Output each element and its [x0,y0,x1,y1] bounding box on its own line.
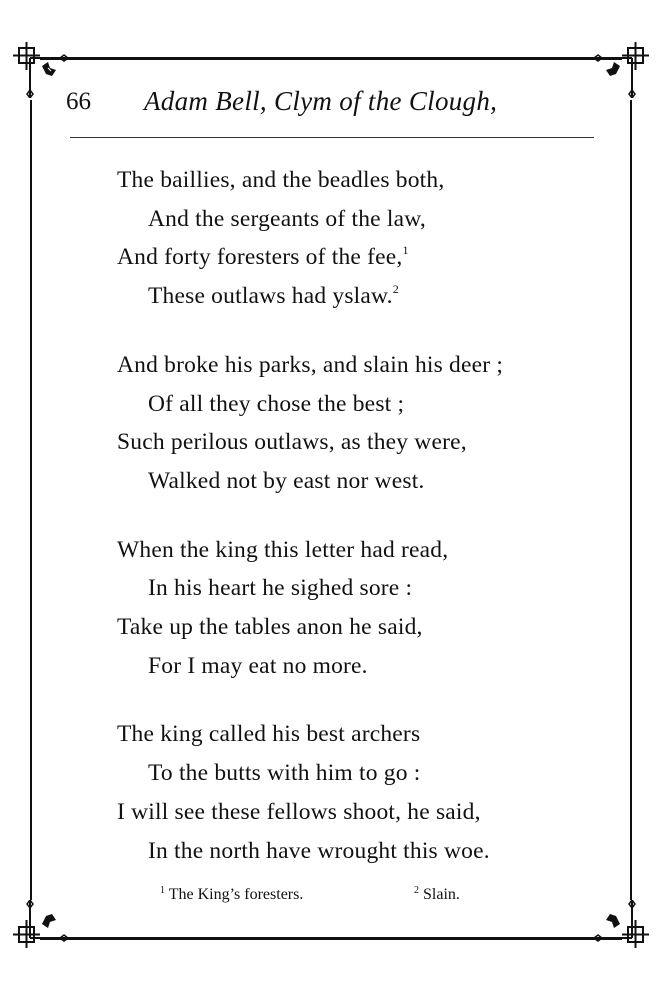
header-rule [70,137,594,138]
border-top-rule [40,57,622,60]
border-right-rule [630,100,632,900]
corner-ornament-bottom-right-icon [594,900,654,960]
border-bottom-rule [40,937,622,940]
stanza [117,531,597,686]
footnote-reference: 1 [402,243,409,258]
verse-line: And forty foresters of the fee,$^1$ [117,243,409,271]
border-left-rule [30,100,32,900]
verse-line: And broke his parks, and slain his deer ; [117,351,504,378]
stanza [117,715,597,870]
verse-line: In the north have wrought this woe. [148,837,490,864]
corner-ornament-top-left-icon [8,38,68,98]
verse-line: And the sergeants of the law, [148,205,426,232]
verse-line: Such perilous outlaws, as they were, [117,429,467,456]
running-title: Adam Bell, Clym of the Clough, [144,86,498,116]
verse-line: The king called his best archers [117,721,421,748]
verse-line: To the butts with him to go : [148,760,421,787]
poem-body [117,161,597,900]
verse-line: The baillies, and the beadles both, [117,167,445,193]
verse-line: I will see these fellows shoot, he said, [117,798,481,825]
verse-line: In his heart he sighed sore : [148,575,413,602]
verse-line: Of all they chose the best ; [148,390,405,417]
page-header [62,84,602,124]
stanza [117,161,597,316]
footnote-mark: 1 [160,885,165,896]
verse-line: When the king this letter had read, [117,536,449,563]
footnote-mark: 2 [414,885,419,896]
verse-line: Take up the tables anon he said, [117,614,423,641]
stanza [117,346,597,501]
footnote-reference: 2 [392,282,399,297]
verse-line: These outlaws had yslaw.$^2$ [148,282,399,310]
verse-line: Walked not by east nor west. [148,467,425,494]
corner-ornament-bottom-left-icon [8,900,68,960]
footnote: $^1$ The King’s foresters. [160,885,304,903]
page-number: 66 [66,88,91,115]
verse-line: For I may eat no more. [148,652,368,679]
corner-ornament-top-right-icon [594,38,654,98]
footnote: $^2$ Slain. [414,885,460,903]
